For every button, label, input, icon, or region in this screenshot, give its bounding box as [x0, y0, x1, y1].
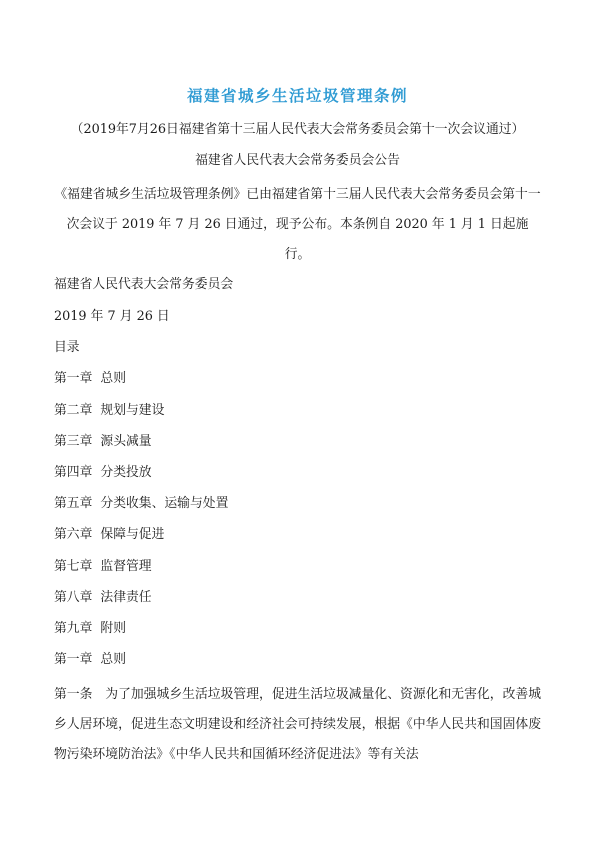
toc-chapter-number: 第八章 — [54, 590, 93, 605]
toc-chapter-number: 第四章 — [54, 465, 93, 480]
issue-date: 2019 年 7 月 26 日 — [54, 309, 170, 324]
toc-chapter-number: 第三章 — [54, 434, 93, 449]
toc-chapter-name: 分类投放 — [100, 465, 152, 480]
toc-chapter-name: 附则 — [100, 621, 126, 636]
issuer: 福建省人民代表大会常务委员会 — [54, 277, 234, 292]
toc-chapter-number: 第五章 — [54, 496, 93, 511]
toc-chapter-name: 规划与建设 — [100, 403, 165, 418]
toc-item — [54, 555, 152, 574]
toc-chapter-name: 法律责任 — [100, 590, 152, 605]
article-1: 第一条 为了加强城乡生活垃圾管理，促进生活垃圾减量化、资源化和无害化，改善城乡人居环境，促进生态文明建设和经济社会可持续发展，根据《中华人民共和国固体废物污染环境防治法》《中华人民共和国循环经济促进法》等有关法 — [54, 687, 541, 762]
chapter-heading-number: 第一章 — [54, 652, 93, 667]
toc-item — [54, 399, 164, 418]
notice-body: 《福建省城乡生活垃圾管理条例》已由福建省第十三届人民代表大会常务委员会第十一次会议于 2019 年 7 月 26 日通过，现予公布。本条例自 2020 年 1 月 1 日起施行。 — [54, 187, 541, 262]
toc-chapter-number: 第九章 — [54, 621, 93, 636]
toc-chapter-name: 监督管理 — [100, 559, 152, 574]
document-title: 福建省城乡生活垃圾管理条例 — [186, 87, 408, 105]
toc-item — [54, 523, 164, 542]
toc-chapter-number: 第二章 — [54, 403, 93, 418]
toc-chapter-name: 分类收集、运输与处置 — [100, 496, 229, 511]
toc-chapter-name: 保障与促进 — [100, 527, 165, 542]
toc-item — [54, 430, 152, 449]
toc-item — [54, 367, 126, 386]
toc-label: 目录 — [54, 340, 80, 355]
toc-chapter-number: 第七章 — [54, 559, 93, 574]
toc-item — [54, 492, 228, 511]
toc-item — [54, 461, 152, 480]
toc-chapter-name: 源头减量 — [100, 434, 152, 449]
adoption-note: （2019年7月26日福建省第十三届人民代表大会常务委员会第十一次会议通过） — [70, 122, 525, 137]
chapter-heading — [54, 648, 126, 667]
toc-chapter-number: 第一章 — [54, 371, 93, 386]
toc-chapter-number: 第六章 — [54, 527, 93, 542]
notice-title: 福建省人民代表大会常务委员会公告 — [195, 153, 400, 168]
toc-item — [54, 617, 126, 636]
chapter-heading-name: 总则 — [100, 652, 126, 667]
toc-item — [54, 586, 152, 605]
toc-chapter-name: 总则 — [100, 371, 126, 386]
